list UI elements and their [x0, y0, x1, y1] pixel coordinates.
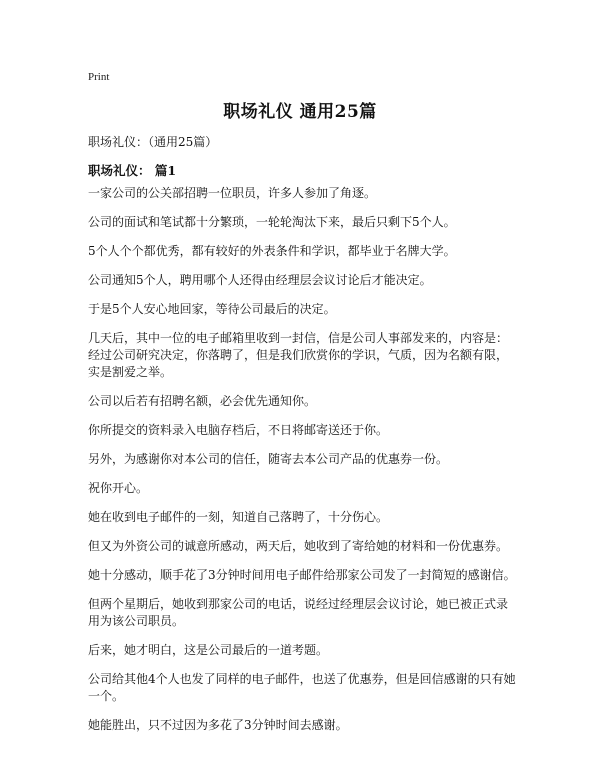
- paragraph: 但两个星期后，她收到那家公司的电话，说经过经理层会议讨论，她已被正式录用为该公司职员。: [88, 597, 509, 628]
- paragraph: 她能胜出，只不过因为多花了3分钟时间去感谢。: [88, 718, 348, 732]
- paragraph: 你所提交的资料录入电脑存档后，不日将邮寄送还于你。: [88, 423, 389, 437]
- paragraph: 另外，为感谢你对本公司的信任，随寄去本公司产品的优惠券一份。: [88, 452, 449, 466]
- paragraph: 公司通知5个人，聘用哪个人还得由经理层会议讨论后才能决定。: [88, 273, 432, 287]
- paragraph: 公司给其他4个人也发了同样的电子邮件，也送了优惠券，但是回信感谢的只有她一个。: [88, 672, 516, 703]
- paragraph: 祝你开心。: [88, 481, 149, 495]
- section-heading: 职场礼仪： 篇1: [88, 163, 177, 178]
- paragraph: 但又为外资公司的诚意所感动，两天后，她收到了寄给她的材料和一份优惠券。: [88, 539, 509, 553]
- document-title: 职场礼仪 通用25篇: [223, 102, 377, 122]
- paragraph: 她十分感动，顺手花了3分钟时间用电子邮件给那家公司发了一封简短的感谢信。: [88, 568, 516, 582]
- paragraph: 一家公司的公关部招聘一位职员，许多人参加了角逐。: [88, 186, 377, 200]
- paragraph: 几天后，其中一位的电子邮箱里收到一封信，信是公司人事部发来的，内容是：经过公司研究决定，你落聘了，但是我们欣赏你的学识，气质，因为名额有限，实是割爱之举。: [88, 331, 509, 379]
- document-subtitle: 职场礼仪：（通用25篇）: [88, 135, 218, 149]
- paragraph: 于是5个人安心地回家，等待公司最后的决定。: [88, 302, 336, 316]
- paragraph: 公司以后若有招聘名额，必会优先通知你。: [88, 394, 317, 408]
- paragraph: 后来，她才明白，这是公司最后的一道考题。: [88, 643, 329, 657]
- paragraph: 5个人个个都优秀，都有较好的外表条件和学识，都毕业于名牌大学。: [88, 244, 456, 258]
- print-link[interactable]: Print: [88, 71, 110, 83]
- paragraph: 公司的面试和笔试都十分繁琐，一轮轮淘汰下来，最后只剩下5个人。: [88, 215, 456, 229]
- paragraph: 她在收到电子邮件的一刻，知道自己落聘了，十分伤心。: [88, 510, 389, 524]
- article-body: [88, 185, 518, 746]
